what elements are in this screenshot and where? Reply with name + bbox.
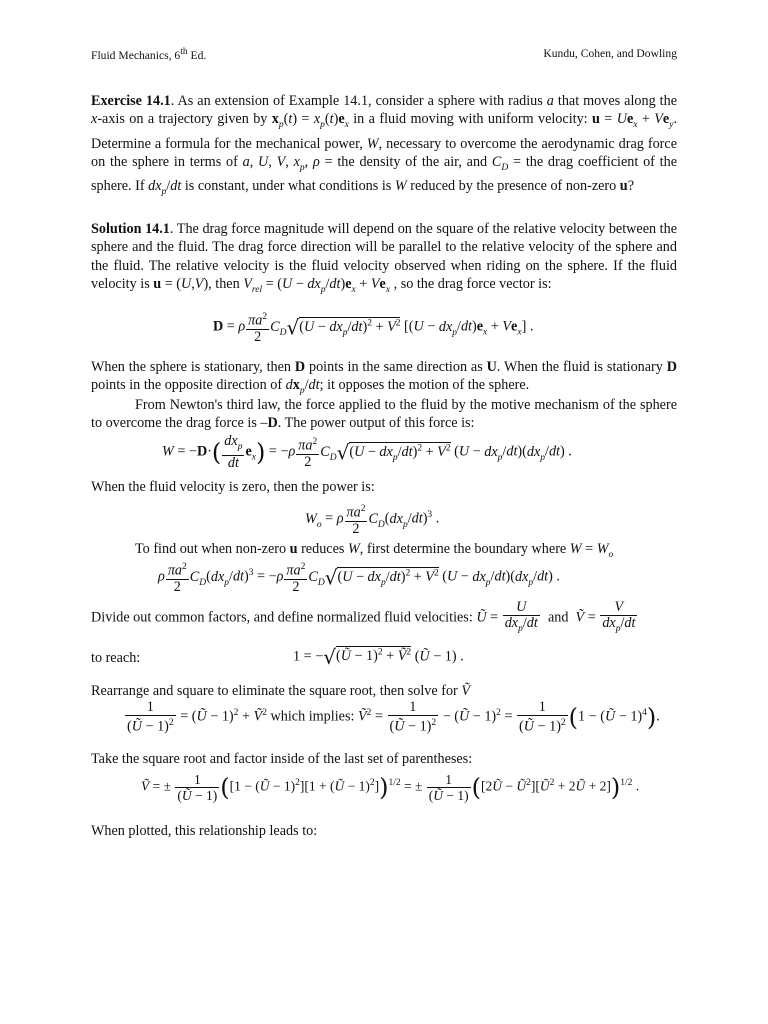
equation-power-zero-velocity: $W_o = \rho$ $\frac{\pi a^2}{2}$ $C_D(dx_p/dt)^3$ . <box>305 504 440 537</box>
solution-paragraph-8: Rearrange and square to eliminate the square root, then solve for Ṽ <box>91 683 470 699</box>
equation-boundary: ρ $\frac{\pi a^2}{2}$ $C_D(dx_p/dt)^3 = -\rho$ $\frac{\pi a^2}{2}$ $C_D√(U - dx_p/dt)^2 + V^2$ $(U - dx_p/dt)(dx_p/dt)$ . <box>158 562 560 595</box>
equation-rearranged: $\frac{1}{(Ũ - 1)^2}$ = (Ũ − 1)$^2$ + Ṽ$^2$ which implies: Ṽ$^2$ = $\frac{1}{(Ũ - 1)^2}$ − (Ũ − 1)$^2$ = $\frac{1}{(Ũ - 1)^2}$ (1 − (Ũ − 1)$^4$). <box>127 699 660 735</box>
solution-paragraph-10: When plotted, this relationship leads to: <box>91 823 318 839</box>
solution-paragraph-7: to reach: <box>91 650 141 666</box>
header-book-title: Fluid Mechanics, 6th Ed. <box>91 47 207 62</box>
solution-paragraph-6: Divide out common factors, and define normalized fluid velocities: <box>91 609 473 626</box>
solution-paragraph-1: Solution 14.1. The drag force magnitude will depend on the square of the relative velocity between the sphere and the fluid. The drag force direction will be parallel to the relative velocity of the sphere and the fluid. The relative velocity is the fluid velocity observed when riding on the sphere. If the fluid velocity is u = (U,V), then $V_{rel} = (U - dx_p/dt)e_x + Ve_x$ , so the drag force vector is: <box>91 221 678 296</box>
solution-paragraph-4: When the fluid velocity is zero, then the power is: <box>91 479 375 495</box>
equation-drag-force: D = ρ $\frac{\pi a^2}{2}$ $C_D√(U - dx_p/dt)^2 + V^2$ $[(U - dx_p/dt)e_x + Ve_x]$ . <box>213 312 534 345</box>
exercise-label: Exercise 14.1 <box>91 93 171 109</box>
solution-paragraph-5: To find out when non-zero u reduces W, first determine the boundary where $W = W_o$ <box>135 541 614 560</box>
solution-paragraph-3: From Newton's third law, the force applied to the fluid by the motive mechanism of the sphere to overcome the drag force is –D. The power output of this force is: <box>91 397 677 432</box>
solution-paragraph-2: When the sphere is stationary, then D points in the same direction as U. When the fluid is stationary D points in the opposite direction of $dx_p/dt$; it opposes the motion of the sphere. <box>91 359 677 397</box>
normalized-velocities-line: Divide out common factors, and define normalized fluid velocities: Ũ = $\frac{U}{dx_p/dt}$ and Ṽ = $\frac{V}{dx_p/dt}$ <box>91 599 636 634</box>
exercise-paragraph: Exercise 14.1. As an extension of Example 14.1, consider a sphere with radius a that moves along the x-axis on a trajectory given by $x_p(t) = x_p(t)e_x$ in a fluid moving with uniform velocity: $u = Ue_x + Ve_y$. Determine a formula for the mechanical power, W, necessary to overcome the aerodynamic drag force on the sphere in terms of a, U, V, $x_p$, ρ = the density of the air, and $C_D$ = the drag coefficient of the sphere. If $dx_p/dt$ is constant, under what conditions is W reduced by the presence of non-zero u? <box>91 93 678 198</box>
solution-paragraph-9: Take the square root and factor inside of the last set of parentheses: <box>91 751 473 767</box>
equation-power: W = −D·( $\frac{dx_p}{dt}$ $e_x) = -\rho$ $\frac{\pi a^2}{2}$ $C_D√(U - dx_p/dt)^2 + V^2$ $(U - dx_p/dt)(dx_p/dt)$ . <box>162 433 572 471</box>
equation-final: Ṽ = ± $\frac{1}{(Ũ - 1)}$ ([1 − (Ũ − 1)$^2$][1 + (Ũ − 1)$^2$])$^{1/2}$ = ± $\frac{1}{(Ũ - 1)}$ ([2Ũ − $Ũ^2][Ũ^2$ + 2Ũ + 2])$^{1/2}$ . <box>141 772 640 803</box>
equation-normalized: 1 = −√(Ũ − 1)$^2$ + Ṽ$^2$ (Ũ − 1) . <box>293 645 464 669</box>
solution-label: Solution 14.1 <box>91 221 170 237</box>
header-authors: Kundu, Cohen, and Dowling <box>543 47 677 60</box>
implies-text: which implies: <box>270 708 355 725</box>
solution-and-word: and <box>547 609 569 626</box>
